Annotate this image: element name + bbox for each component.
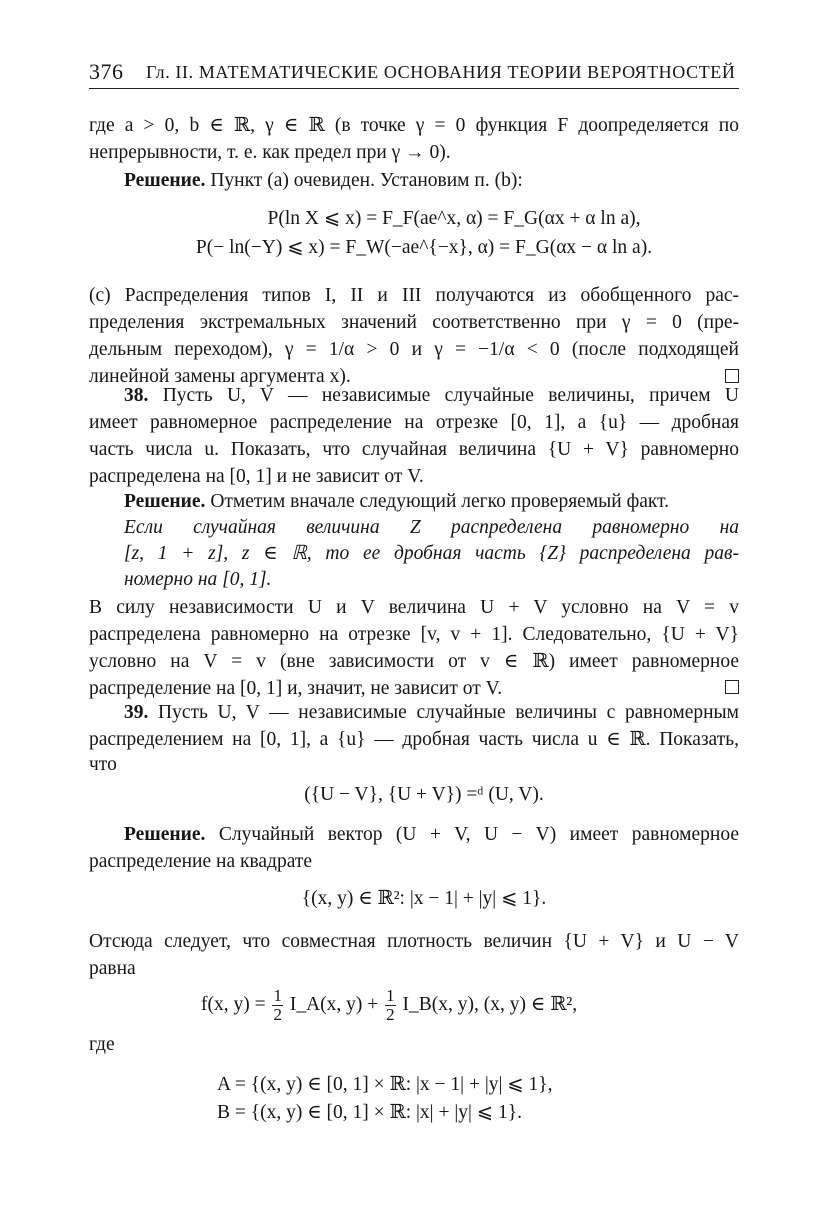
problem-number: 39. — [124, 702, 149, 723]
text-line: распределением на [0, 1], а {u} — дробная часть числа u ∈ ℝ. Показать, — [89, 729, 739, 750]
problem-text: Пусть U, V — независимые случайные величины, причем U — [148, 385, 739, 406]
text-line: часть числа u. Показать, что случайная величина {U + V} равномерно — [89, 439, 739, 460]
text-line: В силу независимости U и V величина U + V условно на V = v — [89, 597, 739, 618]
equation: {(x, y) ∈ ℝ²: |x − 1| + |y| ⩽ 1}. — [301, 888, 547, 909]
italic-line: [z, 1 + z], z ∈ ℝ, то ее дробная часть {Z} распределена рав- — [124, 543, 739, 564]
equation-part: f(x, y) = — [201, 994, 266, 1015]
page-number: 376 — [89, 59, 124, 84]
equation: P(− ln(−Y) ⩽ x) = F_W(−ae^{−x}, α) = F_G(αx − α ln a). — [195, 237, 653, 258]
text-line: распределение на [0, 1] и, значит, не зависит от V. — [89, 678, 503, 699]
problem-line — [124, 383, 739, 409]
density-equation — [201, 985, 577, 1025]
fraction-denominator: 2 — [386, 1005, 395, 1025]
solution-label: Решение. — [124, 824, 206, 845]
fraction-numerator: 1 — [273, 986, 282, 1006]
solution-line — [124, 489, 669, 515]
fraction — [272, 987, 283, 1024]
end-of-proof-mark — [725, 680, 739, 694]
text-line: распределена равномерно на отрезке [v, v + 1]. Следовательно, {U + V} — [89, 624, 739, 645]
equation: ({U − V}, {U + V}) =ᵈ (U, V). — [304, 784, 544, 805]
solution-text: Пункт (a) очевиден. Установим п. (b): — [205, 170, 523, 191]
solution-label: Решение. — [124, 170, 206, 191]
equation-part: I_B(x, y), (x, y) ∈ ℝ², — [402, 994, 578, 1015]
text-line: Отсюда следует, что совместная плотность величин {U + V} и U − V — [89, 931, 739, 952]
equation: P(ln X ⩽ x) = F_F(ae^x, α) = F_G(αx + α ln a), — [267, 208, 641, 229]
text-line: непрерывности, т. е. как предел при γ → 0). — [89, 142, 451, 163]
text-line: имеет равномерное распределение на отрезке [0, 1], а {u} — дробная — [89, 412, 739, 433]
solution-line — [124, 168, 523, 194]
equation: A = {(x, y) ∈ [0, 1] × ℝ: |x − 1| + |y| ⩽ 1}, — [217, 1074, 553, 1095]
chapter-title: Гл. II. МАТЕМАТИЧЕСКИЕ ОСНОВАНИЯ ТЕОРИИ ВЕРОЯТНОСТЕЙ — [146, 62, 736, 82]
solution-text: Отметим вначале следующий легко проверяемый факт. — [205, 491, 670, 512]
text-line: где — [89, 1034, 115, 1055]
text-line: распределение на квадрате — [89, 851, 313, 872]
text-line: дельным переходом), γ = 1/α > 0 и γ = −1/α < 0 (после подходящей — [89, 339, 739, 360]
italic-line: номерно на [0, 1]. — [124, 569, 272, 590]
fraction — [385, 987, 396, 1024]
end-of-proof-mark — [725, 369, 739, 383]
book-page — [89, 0, 739, 1210]
problem-number: 38. — [124, 385, 149, 406]
solution-text: Случайный вектор (U + V, U − V) имеет равномерное — [205, 824, 739, 845]
problem-line — [124, 700, 739, 726]
solution-line — [124, 822, 739, 848]
solution-label: Решение. — [124, 491, 206, 512]
text-line: пределения экстремальных значений соответственно при γ = 0 (пре- — [89, 312, 739, 333]
equation: B = {(x, y) ∈ [0, 1] × ℝ: |x| + |y| ⩽ 1}. — [217, 1102, 522, 1123]
text-line: условно на V = v (вне зависимости от v ∈ ℝ) имеет равномерное — [89, 651, 739, 672]
text-line: что — [89, 754, 117, 775]
fraction-numerator: 1 — [386, 986, 395, 1006]
problem-text: Пусть U, V — независимые случайные величины с равномерным — [148, 702, 739, 723]
text-line: где a > 0, b ∈ ℝ, γ ∈ ℝ (в точке γ = 0 функция F доопределяется по — [89, 115, 739, 136]
equation-part: I_A(x, y) + — [289, 994, 379, 1015]
text-line: распределена на [0, 1] и не зависит от V. — [89, 466, 424, 487]
text-line: (c) Распределения типов I, II и III получаются из обобщенного рас- — [89, 285, 739, 306]
italic-line: Если случайная величина Z распределена равномерно на — [124, 517, 739, 538]
running-header — [89, 58, 739, 89]
fraction-denominator: 2 — [273, 1005, 282, 1025]
text-line: равна — [89, 958, 136, 979]
text-line: линейной замены аргумента x). — [89, 366, 351, 387]
